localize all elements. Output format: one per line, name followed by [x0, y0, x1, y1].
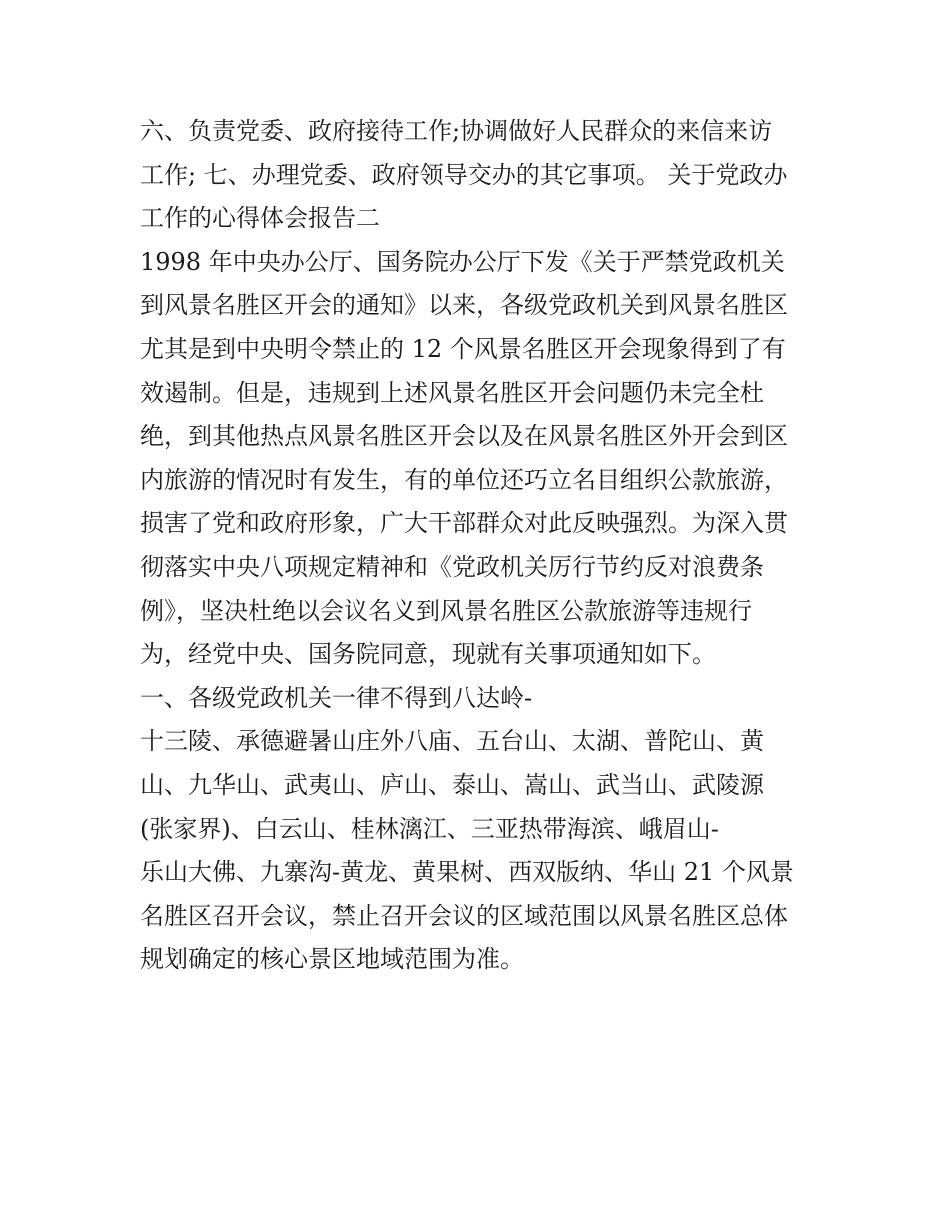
text-line: 十三陵、承德避暑山庄外八庙、五台山、太湖、普陀山、黄 — [140, 727, 764, 756]
text-line: 1998 年中央办公厅、国务院办公厅下发《关于严禁党政机关 — [140, 247, 785, 276]
text-line: 例》，坚决杜绝以会议名义到风景名胜区公款旅游等违规行 — [140, 596, 752, 625]
document-body — [140, 110, 830, 982]
text-line: 彻落实中央八项规定精神和《党政机关厉行节约反对浪费条 — [140, 552, 764, 581]
text-line: 绝，到其他热点风景名胜区开会以及在风景名胜区外开会到区 — [140, 422, 788, 451]
text-line: 六、负责党委、政府接待工作;协调做好人民群众的来信来访 — [140, 117, 773, 145]
text-line: 到风景名胜区开会的通知》以来，各级党政机关到风景名胜区 — [140, 291, 788, 320]
text-line: 为，经党中央、国务院同意，现就有关事项通知如下。 — [140, 640, 716, 669]
text-line: 内旅游的情况时有发生，有的单位还巧立名目组织公款旅游， — [140, 465, 788, 494]
text-line: 山、九华山、武夷山、庐山、泰山、嵩山、武当山、武陵源 — [140, 770, 764, 799]
text-line: 工作的心得体会报告二 — [140, 204, 380, 233]
text-line: 规划确定的核心景区地域范围为准。 — [140, 945, 524, 974]
text-line: (张家界)、白云山、桂林漓江、三亚热带海滨、峨眉山- — [140, 814, 719, 843]
text-line: 一、各级党政机关一律不得到八达岭- — [140, 683, 533, 712]
text-line: 名胜区召开会议，禁止召开会议的区域范围以风景名胜区总体 — [140, 901, 788, 930]
text-line: 乐山大佛、九寨沟-黄龙、黄果树、西双版纳、华山 21 个风景 — [140, 858, 794, 887]
text-line: 效遏制。但是，违规到上述风景名胜区开会问题仍未完全杜 — [140, 378, 764, 407]
text-line: 尤其是到中央明令禁止的 12 个风景名胜区开会现象得到了有 — [140, 334, 786, 363]
text-line: 工作; 七、办理党委、政府领导交办的其它事项。 关于党政办 — [140, 160, 788, 189]
text-line: 损害了党和政府形象，广大干部群众对此反映强烈。为深入贯 — [140, 509, 788, 538]
